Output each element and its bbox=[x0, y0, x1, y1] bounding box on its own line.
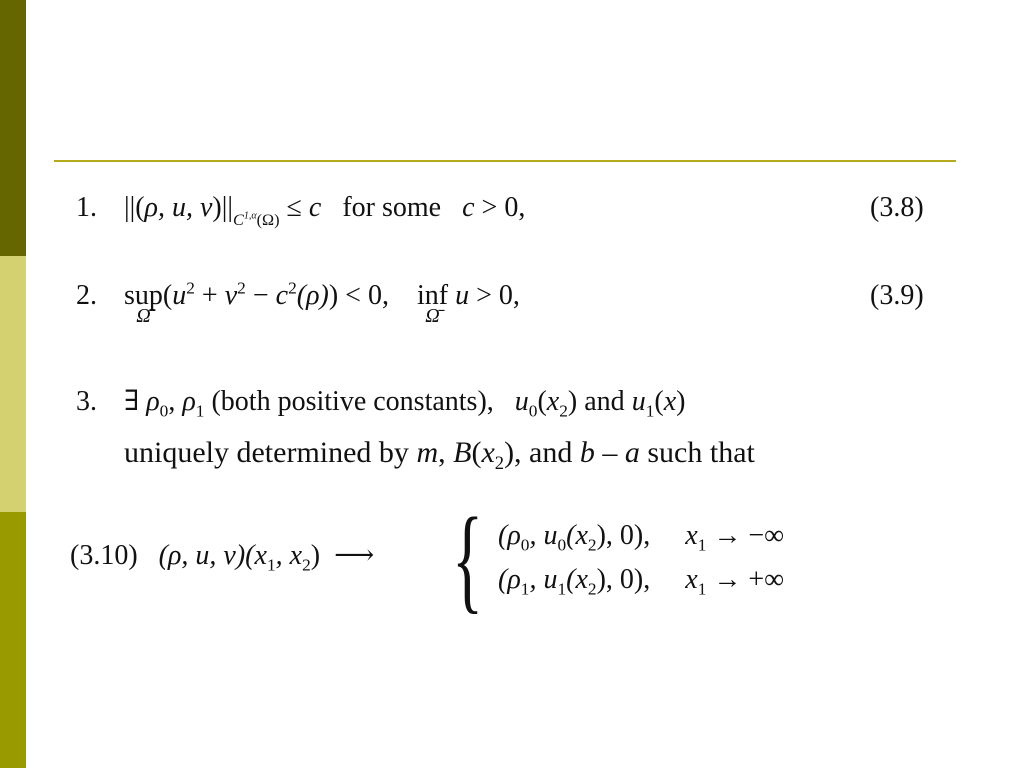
var-x: x bbox=[481, 436, 495, 469]
cond-rel: > 0, bbox=[481, 192, 526, 223]
u0-arg-x: x bbox=[546, 386, 560, 417]
case1-u-sub: 0 bbox=[557, 535, 567, 555]
u1-arg-x: x bbox=[663, 386, 677, 417]
case1-arg: (x bbox=[566, 520, 588, 551]
exists-symbol: ∃ bbox=[124, 386, 140, 417]
eqno-3-8: (3.8) bbox=[870, 192, 924, 223]
lhs-sub1: 1 bbox=[266, 555, 276, 575]
var-B: B bbox=[453, 436, 472, 469]
eqno-3-10: (3.10) bbox=[70, 540, 138, 571]
leq-symbol: ≤ bbox=[286, 192, 302, 223]
u0: u bbox=[514, 386, 529, 417]
sentence-and: ), and bbox=[504, 436, 580, 469]
comma: , bbox=[168, 386, 183, 417]
inf-condition: > 0, bbox=[476, 280, 520, 311]
norm-space-letter: C bbox=[232, 210, 244, 229]
case1-rho: (ρ bbox=[498, 520, 521, 551]
rho0: ρ bbox=[146, 386, 160, 417]
sup-label: sup bbox=[124, 280, 163, 311]
var-m: m bbox=[416, 436, 439, 469]
case2-u-sub: 1 bbox=[557, 579, 567, 599]
sentence-end: such that bbox=[639, 436, 755, 469]
cond-c: c bbox=[462, 192, 475, 223]
case1-to: → −∞ bbox=[713, 520, 785, 551]
case1-end: ), 0), bbox=[596, 520, 651, 551]
u0-paren-close: ) bbox=[567, 386, 578, 417]
norm-space-exponent: 1,α bbox=[243, 210, 257, 222]
cases-brace: { bbox=[452, 493, 484, 624]
sup-condition: ) < 0, bbox=[328, 280, 389, 311]
formula-3-10-lhs bbox=[70, 540, 375, 575]
rho1: ρ bbox=[182, 386, 196, 417]
case-plus-infinity bbox=[498, 564, 785, 599]
sidebar-stripe-bottom bbox=[0, 512, 26, 768]
sentence-start: uniquely determined by bbox=[124, 436, 417, 469]
sidebar-stripe-middle bbox=[0, 256, 26, 512]
constants-text: (both positive constants), bbox=[211, 386, 494, 417]
norm-close: )|| bbox=[212, 192, 233, 223]
lhs-func: (ρ, u, v)(x bbox=[158, 540, 267, 571]
inf-var-u: u bbox=[455, 280, 470, 311]
inf-operator bbox=[416, 280, 449, 327]
title-divider bbox=[54, 160, 956, 162]
u0-paren-open: ( bbox=[537, 386, 547, 417]
bound-c: c bbox=[308, 192, 322, 223]
rho-arg: (ρ) bbox=[296, 280, 329, 311]
for-some-text: for some bbox=[342, 192, 442, 223]
formula-3-8 bbox=[124, 192, 526, 229]
case2-arg-sub: 2 bbox=[587, 579, 597, 599]
sup-operator bbox=[124, 280, 163, 327]
norm-space-domain: (Ω) bbox=[256, 210, 280, 229]
case2-rho: (ρ bbox=[498, 564, 521, 595]
inf-label: inf bbox=[416, 280, 449, 311]
item-3-number: 3. bbox=[76, 386, 97, 417]
item-1-number: 1. bbox=[76, 192, 97, 223]
case2-arg: (x bbox=[566, 564, 588, 595]
norm-open: ||( bbox=[124, 192, 145, 223]
case1-u: , u bbox=[529, 520, 558, 551]
var-x-sub: 2 bbox=[494, 453, 505, 474]
case1-limit-sub: 1 bbox=[697, 535, 707, 555]
var-u: u bbox=[172, 280, 187, 311]
norm-vars: ρ, u, v bbox=[144, 192, 213, 223]
u1: u bbox=[631, 386, 646, 417]
paren-open: ( bbox=[162, 280, 173, 311]
case1-arg-sub: 2 bbox=[587, 535, 597, 555]
case2-to: → +∞ bbox=[713, 564, 785, 595]
var-c: c bbox=[275, 280, 289, 311]
eqno-3-9: (3.9) bbox=[870, 280, 924, 311]
case1-rho-sub: 0 bbox=[520, 535, 530, 555]
lhs-mid: , x bbox=[275, 540, 303, 571]
dash: – bbox=[594, 436, 625, 469]
minus-sign: − bbox=[252, 280, 269, 311]
uniqueness-sentence: uniquely determined by m, $B(x_2)$, and b – a such that bbox=[124, 436, 755, 474]
sup-domain: Ω̄ bbox=[136, 305, 151, 327]
formula-item-3: ∃ $\rho_0$, $\rho_1$ (both positive constants), $u_0(x_2)$ and $u_1(x)$ bbox=[124, 386, 686, 421]
case2-u: , u bbox=[529, 564, 558, 595]
item-2-number: 2. bbox=[76, 280, 97, 311]
inf-domain: Ω̄ bbox=[425, 305, 440, 327]
lhs-sub2: 2 bbox=[302, 555, 311, 575]
sidebar-stripe-top bbox=[0, 0, 26, 256]
plus-sign: + bbox=[201, 280, 218, 311]
case2-end: ), 0), bbox=[596, 564, 651, 595]
rho1-sub: 1 bbox=[195, 401, 205, 421]
var-v: v bbox=[224, 280, 238, 311]
sentence-comma: , bbox=[438, 436, 454, 469]
long-arrow: ⟶ bbox=[334, 540, 375, 571]
and-text: and bbox=[584, 386, 625, 417]
lhs-close: ) bbox=[310, 540, 321, 571]
case1-limit-var: x bbox=[685, 520, 698, 551]
norm-subscript bbox=[233, 211, 280, 229]
case2-limit-sub: 1 bbox=[697, 579, 707, 599]
var-b: b bbox=[579, 436, 595, 469]
case2-limit-var: x bbox=[685, 564, 698, 595]
var-a: a bbox=[624, 436, 640, 469]
rho0-sub: 0 bbox=[159, 401, 169, 421]
case-minus-infinity bbox=[498, 520, 785, 555]
formula-3-9: sup Ω̄ $(u^2 + v^2 - c^2(\rho)) < 0$, inf Ω̄ u > 0, bbox=[124, 278, 520, 327]
case2-rho-sub: 1 bbox=[520, 579, 530, 599]
